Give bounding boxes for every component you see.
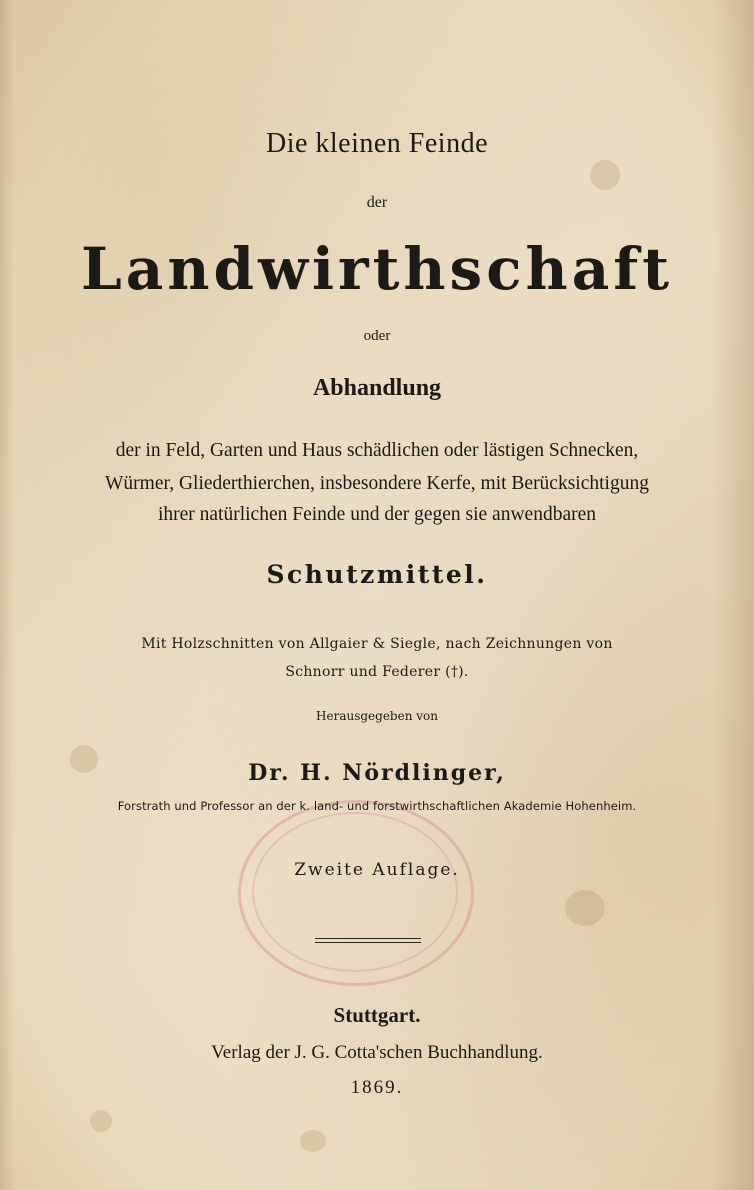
title-line-der: der	[366, 194, 388, 211]
abhandlung-heading: Abhandlung	[312, 375, 442, 401]
publisher-line: Verlag der J. G. Cotta'schen Buchhandlung.	[211, 1042, 543, 1063]
subtitle-line-3: ihrer natürlichen Feinde und der gegen sie anwendbaren	[157, 504, 597, 525]
foxing-spot	[300, 1130, 326, 1152]
schutzmittel-heading: Schutzmittel.	[266, 560, 488, 589]
main-title: Landwirthschaft	[80, 235, 674, 303]
subtitle-line-1: der in Feld, Garten und Haus schädlichen oder lästigen Schnecken,	[115, 440, 639, 461]
decorative-rule	[315, 938, 421, 943]
illustrations-line-2: Schnorr und Federer (†).	[285, 664, 469, 680]
author-title: Forstrath und Professor an der k. land- und forstwirthschaftlichen Akademie Hohenheim.	[117, 799, 637, 813]
title-line-1: Die kleinen Feinde	[265, 128, 489, 159]
illustrations-line-1: Mit Holzschnitten von Allgaier & Siegle, nach Zeichnungen von	[141, 636, 613, 652]
author-name: Dr. H. Nördlinger,	[248, 760, 506, 786]
foxing-spot	[90, 1110, 112, 1132]
editor-intro: Herausgegeben von	[316, 709, 438, 723]
foxing-spot	[565, 890, 605, 926]
edition-note: Zweite Auflage.	[294, 860, 460, 880]
title-line-oder: oder	[363, 328, 391, 344]
publication-place: Stuttgart.	[333, 1003, 421, 1027]
publication-year: 1869.	[350, 1077, 404, 1098]
foxing-spot	[590, 160, 620, 190]
subtitle-line-2: Würmer, Gliederthierchen, insbesondere Kerfe, mit Berücksichtigung	[105, 473, 649, 494]
library-stamp-inner-ring	[252, 812, 458, 972]
